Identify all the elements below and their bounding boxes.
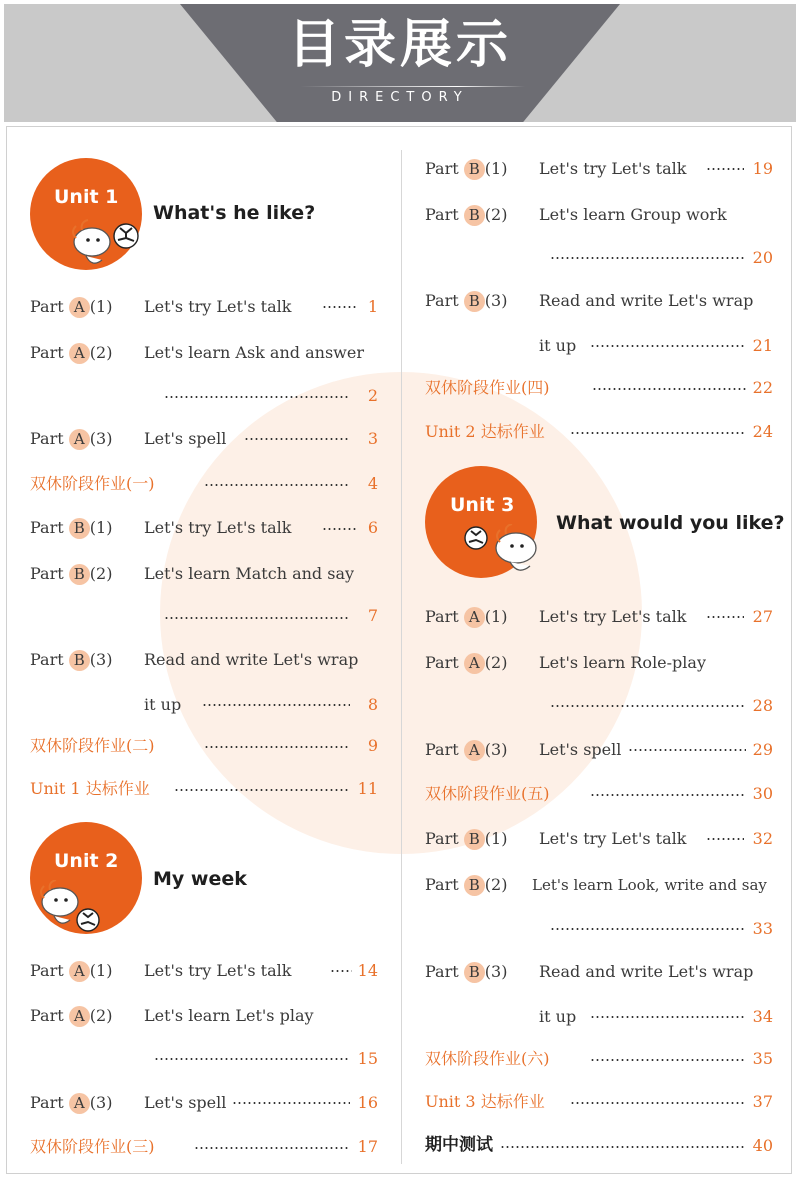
- toc-entry-text: Let's learn Group work: [539, 205, 727, 224]
- toc-entry: Part A (3): [425, 740, 508, 759]
- page-number: 11: [357, 779, 378, 798]
- page-number: 29: [752, 740, 773, 759]
- toc-entry: Part B (1): [425, 159, 508, 178]
- toc-entry-text: Let's learn Match and say: [144, 564, 355, 583]
- toc-entry-text: Let's try Let's talk: [539, 607, 687, 626]
- leader-dots: [628, 749, 746, 751]
- toc-entry: Part B (3): [30, 650, 113, 669]
- toc-entry: Part B (2): [425, 205, 508, 224]
- toc-entry: Part B (3): [425, 962, 508, 981]
- toc-entry-text: Let's try Let's talk: [539, 829, 687, 848]
- toc-entry: Part A (2): [30, 1006, 113, 1025]
- toc-entry: Part B (1): [30, 518, 113, 537]
- toc-entry-homework: 双休阶段作业(二): [30, 736, 155, 755]
- unit-3-title: What would you like?: [556, 512, 785, 534]
- part-badge: A: [69, 343, 90, 364]
- page-number: 2: [367, 386, 378, 405]
- page-number: 3: [367, 429, 378, 448]
- toc-entry-text: Let's try Let's talk: [144, 961, 292, 980]
- leader-dots: [204, 746, 350, 748]
- page-number: 40: [752, 1136, 773, 1155]
- part-badge: B: [464, 962, 485, 983]
- unit-1-title: What's he like?: [153, 202, 316, 224]
- page-number: 6: [367, 518, 378, 537]
- toc-entry-homework: 双休阶段作业(三): [30, 1137, 155, 1156]
- page-number: 4: [367, 474, 378, 493]
- toc-entry-text: Let's learn Role-play: [539, 653, 706, 672]
- page-title: 目录展示: [287, 15, 512, 75]
- mascot-icon: [36, 880, 112, 936]
- page-number: 8: [367, 695, 378, 714]
- page-number: 15: [357, 1049, 378, 1068]
- leader-dots: [592, 388, 746, 390]
- leader-dots: [550, 705, 746, 707]
- toc-entry: Part A (2): [425, 653, 508, 672]
- unit-2-label: Unit 2: [54, 850, 119, 872]
- toc-entry-homework: 双休阶段作业(一): [30, 474, 155, 493]
- toc-entry-text-cont: it up: [539, 1007, 577, 1026]
- toc-entry-text: Let's spell: [539, 740, 622, 759]
- header-divider: [300, 86, 525, 87]
- leader-dots: [550, 928, 746, 930]
- toc-entry: Part A (3): [30, 429, 113, 448]
- toc-entry-text: Read and write Let's wrap: [539, 962, 754, 981]
- leader-dots: [204, 484, 350, 486]
- toc-entry-text: Let's spell: [144, 429, 227, 448]
- toc-entry: Part B (2): [30, 564, 113, 583]
- part-badge: A: [69, 961, 90, 982]
- toc-entry-text: Read and write Let's wrap: [539, 291, 754, 310]
- page-number: 14: [357, 961, 378, 980]
- page-number: 20: [752, 248, 773, 267]
- page-number: 17: [357, 1137, 378, 1156]
- toc-entry-midterm: 期中测试: [425, 1135, 493, 1155]
- toc-entry-homework: 双休阶段作业(五): [425, 784, 550, 803]
- toc-entry: Part A (3): [30, 1093, 113, 1112]
- page-number: 7: [367, 606, 378, 625]
- toc-entry: Part A (1): [30, 297, 113, 316]
- toc-entry-text: Let's learn Let's play: [144, 1006, 314, 1025]
- page-number: 35: [752, 1049, 773, 1068]
- toc-entry-text: Let's try Let's talk: [539, 159, 687, 178]
- toc-entry-text: Let's try Let's talk: [144, 518, 292, 537]
- toc-entry-unit-test: Unit 1 达标作业: [30, 779, 150, 798]
- leader-dots: [590, 794, 746, 796]
- toc-entry-text: Let's learn Look, write and say: [532, 876, 767, 894]
- part-badge: B: [464, 875, 485, 896]
- leader-dots: [202, 704, 350, 706]
- leader-dots: [164, 617, 350, 619]
- part-badge: B: [464, 205, 485, 226]
- page-number: 37: [752, 1092, 773, 1111]
- page-number: 21: [752, 336, 773, 355]
- part-badge: A: [69, 1006, 90, 1027]
- leader-dots: [232, 1102, 350, 1104]
- toc-entry: Part B (3): [425, 291, 508, 310]
- leader-dots: [590, 1059, 746, 1061]
- part-badge: B: [69, 650, 90, 671]
- leader-dots: [174, 789, 350, 791]
- leader-dots: [570, 1102, 746, 1104]
- toc-entry-text-cont: it up: [539, 336, 577, 355]
- page-number: 28: [752, 696, 773, 715]
- leader-dots: [194, 1147, 350, 1149]
- toc-entry: Part B (2): [425, 875, 508, 894]
- part-badge: B: [464, 291, 485, 312]
- part-badge: B: [464, 829, 485, 850]
- toc-entry: Part A (1): [425, 607, 508, 626]
- toc-entry-homework: 双休阶段作业(四): [425, 378, 550, 397]
- mascot-icon: [460, 524, 546, 582]
- toc-entry-text: Let's try Let's talk: [144, 297, 292, 316]
- page-number: 27: [752, 607, 773, 626]
- leader-dots: [570, 432, 746, 434]
- part-badge: A: [464, 653, 485, 674]
- page-number: 1: [367, 297, 378, 316]
- leader-dots: [590, 345, 746, 347]
- page-number: 30: [752, 784, 773, 803]
- unit-3-label: Unit 3: [450, 494, 515, 516]
- part-badge: A: [69, 429, 90, 450]
- page-number: 33: [752, 919, 773, 938]
- toc-entry: Part A (2): [30, 343, 113, 362]
- leader-dots: [550, 257, 746, 259]
- unit-2-title: My week: [153, 868, 247, 890]
- toc-entry-text: Let's learn Ask and answer: [144, 343, 364, 362]
- toc-entry-unit-test: Unit 3 达标作业: [425, 1092, 545, 1111]
- page-number: 19: [752, 159, 773, 178]
- toc-entry-homework: 双休阶段作业(六): [425, 1049, 550, 1068]
- page-number: 32: [752, 829, 773, 848]
- part-badge: B: [69, 518, 90, 539]
- part-badge: B: [69, 564, 90, 585]
- part-badge: A: [69, 297, 90, 318]
- leader-dots: [500, 1146, 746, 1148]
- part-badge: B: [464, 159, 485, 180]
- toc-entry: Part B (1): [425, 829, 508, 848]
- part-badge: A: [464, 607, 485, 628]
- unit-1-label: Unit 1: [54, 186, 119, 208]
- toc-entry-text: Read and write Let's wrap: [144, 650, 359, 669]
- page-number: 16: [357, 1093, 378, 1112]
- leader-dots: [154, 1058, 350, 1060]
- leader-dots: [590, 1016, 746, 1018]
- column-divider: [401, 150, 402, 1164]
- toc-entry: Part A (1): [30, 961, 113, 980]
- page-number: 24: [752, 422, 773, 441]
- toc-entry-unit-test: Unit 2 达标作业: [425, 422, 545, 441]
- mascot-icon: [66, 218, 142, 274]
- page-number: 9: [367, 736, 378, 755]
- page-number: 34: [752, 1007, 773, 1026]
- leader-dots: [244, 438, 350, 440]
- leader-dots: [164, 396, 350, 398]
- part-badge: A: [69, 1093, 90, 1114]
- page-subtitle: DIRECTORY: [331, 90, 469, 105]
- part-badge: A: [464, 740, 485, 761]
- toc-entry-text-cont: it up: [144, 695, 182, 714]
- page-number: 22: [752, 378, 773, 397]
- toc-entry-text: Let's spell: [144, 1093, 227, 1112]
